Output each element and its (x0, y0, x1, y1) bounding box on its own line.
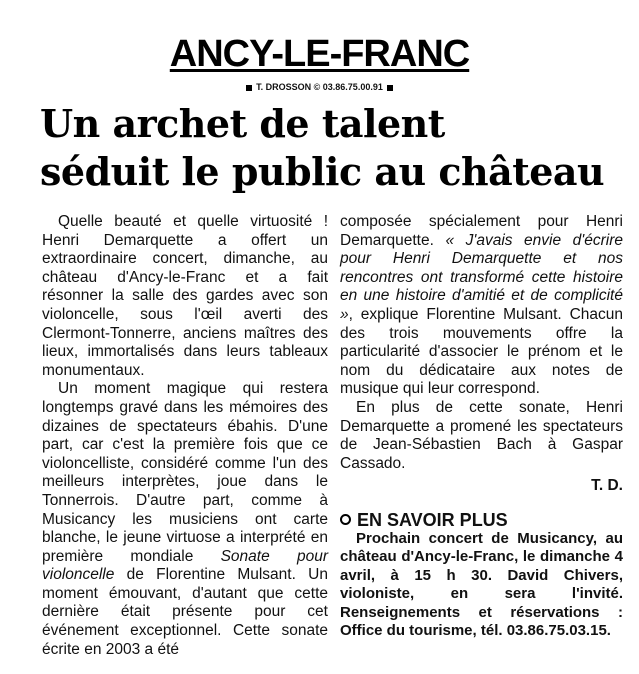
paragraph-closing: En plus de cette sonate, Henri Demarquette a promené les spectateurs de Jean-Sébastien Bach à Gaspar Cassado. (340, 398, 623, 472)
work-title: Sonate pour violoncelle (42, 547, 328, 584)
article-column-right (340, 213, 623, 641)
headline-line-2: séduit le public au château (40, 149, 605, 194)
author-signature: T. D. (591, 477, 623, 495)
info-box-text: Prochain concert de Musicancy, au château d'Ancy-le-Franc, le dimanche 4 avril, à 15 h 30. David Chivers, violoniste, en sera l'invité. Renseignements et réservations : Office du tourisme, tél. 03.86.75.03.15. (340, 529, 623, 640)
square-bullet-icon (246, 85, 252, 91)
circle-bullet-icon (340, 514, 351, 525)
headline-line-1: Un archet de talent (40, 101, 445, 146)
continuation-end: , explique Florentine Mulsant. Chacun des trois mouvements offre la particularité d'associer le prénom et le nom du dédicataire aux notes de musique qui leur correspond. (340, 305, 623, 398)
info-box-heading (340, 510, 623, 530)
paragraph-moment-text: Un moment magique qui restera longtemps gravé dans les mémoires des dizaines de spectateurs ébahis. D'une part, car c'est la première fois que ce violoncelliste, considéré comme l'un des meilleurs interprètes, joue dans le Tonnerrois. D'autre part, comme à Musicancy les musiciens ont carte blanche, le jeune virtuose a interprété en première mondiale (42, 380, 328, 565)
paragraph-continuation (340, 213, 623, 399)
info-box (340, 510, 623, 641)
paragraph-moment (42, 380, 328, 659)
continuation-text: composée spécialement pour Henri Demarquette. (340, 213, 623, 249)
info-box-title: EN SAVOIR PLUS (357, 509, 508, 530)
byline (0, 81, 639, 93)
square-bullet-icon (387, 85, 393, 91)
composer-quote: « J'avais envie d'écrire pour Henri Demarquette et nos rencontres ont transformé cette histoire en une histoire d'amitié et de complicité » (340, 231, 623, 323)
article-column-left (42, 213, 328, 659)
town-name: ANCY-LE-FRANC (169, 33, 470, 75)
town-header (0, 34, 639, 74)
paragraph-intro: Quelle beauté et quelle virtuosité ! Henri Demarquette a offert un extraordinaire concert, dimanche, au château d'Ancy-le-Franc et a fait résonner la salle des gardes avec son violoncelle, sous l'œil averti des Clermont-Tonnerre, anciens maîtres des lieux, immortalisés dans leurs tableaux monumentaux. (42, 213, 328, 379)
headline (40, 100, 630, 196)
byline-text: T. DROSSON © 03.86.75.00.91 (256, 82, 383, 92)
paragraph-moment-end: de Florentine Mulsant. Un moment émouvant, d'autant que cette dernière était présente pour cet événement exceptionnel. Cette sonate écrite en 2003 a été (42, 566, 328, 658)
